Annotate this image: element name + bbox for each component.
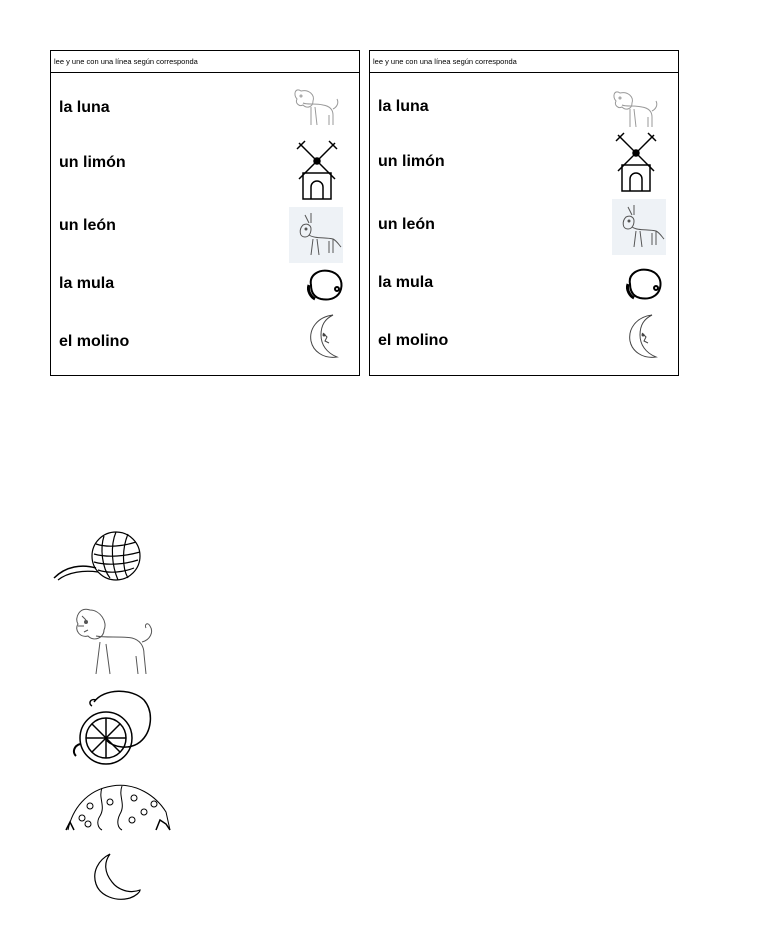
hill-icon bbox=[62, 782, 172, 832]
donkey-icon bbox=[289, 207, 343, 263]
moon-icon bbox=[90, 852, 142, 904]
lemon-icon bbox=[624, 266, 664, 302]
word-un-leon: un león bbox=[378, 216, 435, 233]
lion-icon bbox=[608, 83, 660, 131]
worksheet-instruction: lee y une con una línea según corresponda bbox=[370, 51, 678, 73]
word-el-molino: el molino bbox=[59, 333, 130, 350]
donkey-icon bbox=[610, 199, 668, 255]
lion-icon bbox=[70, 602, 156, 680]
word-el-molino: el molino bbox=[378, 332, 449, 349]
word-la-luna: la luna bbox=[378, 98, 429, 115]
word-un-leon: un león bbox=[59, 217, 116, 234]
crescent-moon-icon bbox=[307, 313, 341, 359]
word-la-luna: la luna bbox=[59, 99, 110, 116]
worksheet-left bbox=[50, 50, 360, 376]
crescent-moon-icon bbox=[626, 313, 660, 359]
word-la-mula: la mula bbox=[59, 275, 115, 292]
word-la-mula: la mula bbox=[378, 274, 434, 291]
worksheet-instruction: lee y une con una línea según corresponda bbox=[51, 51, 359, 73]
worksheet-right bbox=[369, 50, 679, 376]
word-un-limon: un limón bbox=[378, 153, 445, 170]
windmill-icon bbox=[295, 139, 339, 201]
lion-icon bbox=[289, 81, 341, 129]
yarn-ball-icon bbox=[52, 528, 144, 584]
word-un-limon: un limón bbox=[59, 154, 126, 171]
windmill-icon bbox=[614, 131, 658, 193]
lemon-icon bbox=[68, 686, 154, 770]
lemon-icon bbox=[305, 267, 345, 303]
